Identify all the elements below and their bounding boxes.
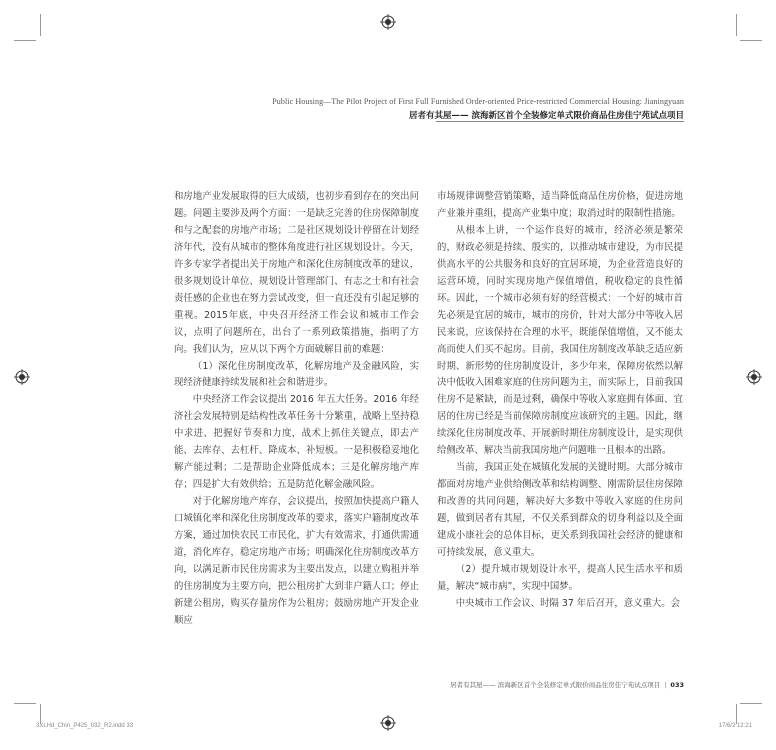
slug-date: 17/6/2 12:21: [718, 723, 752, 729]
paragraph: 市场规律调整营销策略，适当降低商品住房价格，促进房地产业兼并重组，提高产业集中度；取消过时的限制性措施。: [437, 191, 683, 219]
slug-file-name: 3XLHd_Chin_P425_032_R2.indd 33: [36, 723, 134, 729]
paragraph: 对于化解房地产库存，会议提出，按照加快提高户籍人口城镇化率和深化住房制度改革的要求，落实户籍制度改革方案，通过加快农民工市民化，扩大有效需求，打通供需通道，消化库存，稳定房地产市场；明确深化住房制度改革方向，以满足新市民住房需求为主要出发点，以建立购租并举的住房制度为主要方向，把公租房扩大到非户籍人口；停止新建公租房，购买存量房作为公租房；鼓励房地产开发企业顺应: [174, 496, 419, 626]
paragraph: 和房地产业发展取得的巨大成绩，也初步看到存在的突出问题。问题主要涉及两个方面：一是缺乏完善的住房保障制度和与之配套的房地产市场；二是社区规划设计停留在计划经济年代，没有从城市的整体角度进行社区规划设计。今天，许多专家学者提出关于房地产和深化住房制度改革的建议，很多规划设计单位、规划设计管理部门、有志之士和有社会责任感的企业也在努力尝试改变，但一直还没有引起足够的重视。2015年底，中央召开经济工作会议和城市工作会议，点明了问题所在，出台了一系列政策措施，指明了方向。我们认为，应从以下两个方面破解目前的难题：: [174, 191, 419, 355]
paragraph: （2）提升城市规划设计水平，提高人民生活水平和质量，解决“城市病”，实现中国梦。: [437, 563, 683, 592]
body-column-left: [174, 189, 419, 630]
running-header: [0, 97, 684, 121]
footer-running-title: 居者有其屋—— 滨海新区首个全装修定单式限价商品住房佳宁苑试点项目: [450, 681, 661, 689]
crop-mark-top-left-v: [40, 14, 41, 36]
footer-separator: |: [664, 681, 667, 689]
crop-mark-top-left-h: [14, 40, 36, 41]
crop-mark-bottom-right-v: [736, 704, 737, 724]
page-footer: [450, 680, 684, 689]
registration-mark-right-icon: [746, 369, 762, 385]
paragraph: 从根本上讲，一个运作良好的城市，经济必须是繁荣的，财政必须是持续、殷实的，以推动城市建设，为市民提供高水平的公共服务和良好的宜居环境，为企业营造良好的运营环境，同时实现房地产保值增值，税收稳定的良性循环。因此，一个城市必须有好的经营模式：一个好的城市首先必须是宜居的城市，城市的房价，针对大部分中等收入居民来说，应该保持在合理的水平，既能保值增值，又不能太高而使人们买不起房。目前，我国住房制度改革缺乏适应新时期、新形势的住房制度设计，多少年来，保障房依然以解决中低收入困难家庭的住房问题为主，而实际上，目前我国住房不是紧缺，而是过剩，确保中等收入家庭拥有体面、宜居的住房已经是当前保障房制度应该研究的主题。因此，继续深化住房制度改革、开展新时期住房制度设计，是实现供给侧改革、解决当前我国房地产问题唯一且根本的出路。: [437, 224, 683, 457]
crop-mark-bottom-left-v: [40, 704, 41, 724]
paragraph: 当前，我国正处在城镇化发展的关键时期。大部分城市都面对房地产业供给侧改革和结构调整、刚需阶层住房保障和改善的共同问题，解决好大多数中等收入家庭的住房问题，做到居者有其屋，不仅关系到群众的切身利益以及全面建成小康社会的总体目标，更关系到我国社会经济的健康和可持续发展，意义重大。: [437, 462, 683, 559]
header-title-cn: 居者有其屋—— 滨海新区首个全装修定单式限价商品住房佳宁苑试点项目: [409, 111, 684, 121]
crop-mark-top-right-h: [740, 40, 762, 41]
registration-mark-left-icon: [14, 369, 30, 385]
header-rule: [436, 121, 684, 122]
paragraph: 中央城市工作会议、时隔 37 年后召开，意义重大。会: [455, 597, 680, 609]
header-title-en: Public Housing—The Pilot Project of First Full Furnished Order-oriented Price-restricted Commercial Housing: Jianingyuan: [272, 97, 684, 106]
paragraph: 中央经济工作会议提出 2016 年五大任务。2016 年经济社会发展特别是结构性改革任务十分繁重，战略上坚持稳中求进、把握好节奏和力度，战术上抓住关键点，即去产能、去库存、去杠杆、降成本、补短板。一是积极稳妥地化解产能过剩；二是帮助企业降低成本；三是化解房地产库存；四是扩大有效供给；五是防范化解金融风险。: [174, 394, 419, 491]
crop-mark-top-right-v: [736, 14, 737, 36]
paragraph: （1）深化住房制度改革，化解房地产及金融风险，实现经济健康持续发展和社会和谐进步。: [174, 360, 419, 389]
registration-mark-top-icon: [380, 14, 396, 30]
crop-mark-bottom-left-h: [14, 703, 36, 704]
body-column-right: [437, 189, 683, 613]
crop-mark-bottom-right-h: [740, 703, 762, 704]
registration-mark-bottom-icon: [380, 715, 396, 731]
page-number: 033: [670, 681, 684, 689]
